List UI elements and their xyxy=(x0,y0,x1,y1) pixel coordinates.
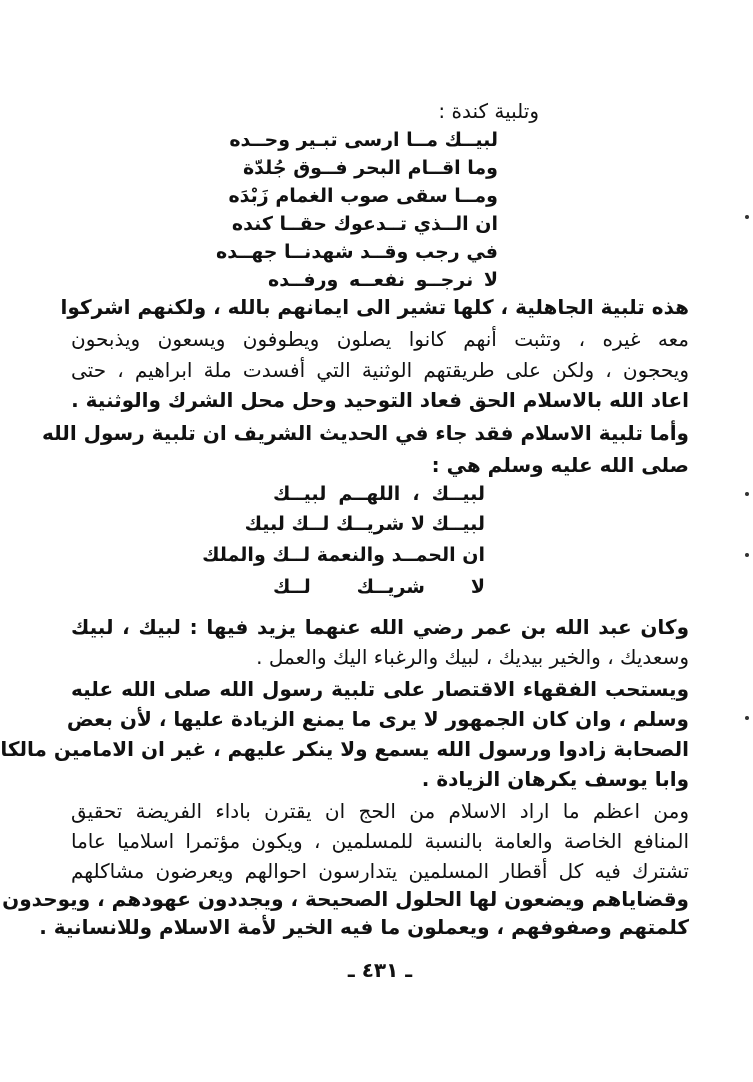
intro-heading: وتلبية كندة : xyxy=(438,99,539,123)
text-line: وسلم ، وان كان الجمهور لا يرى ما يمنع الزيادة عليها ، لأن بعض xyxy=(66,707,689,731)
text-line: وابا يوسف يكرهان الزيادة . xyxy=(421,767,689,791)
verse-line: لا نرجــو نفعــه ورفــده xyxy=(268,269,498,291)
text-line: ومن اعظم ما اراد الاسلام من الحج ان يقترن باداء الفريضة تحقيق xyxy=(71,799,689,823)
text-line: وأما تلبية الاسلام فقد جاء في الحديث الشريف ان تلبية رسول الله xyxy=(42,421,689,445)
text-line: وسعديك ، والخير بيديك ، لبيك والرغباء اليك والعمل . xyxy=(256,645,689,669)
verse-line: وما اقــام البحر فــوق جُلدّة xyxy=(242,157,498,179)
verse-line: لبيــك مــا ارسى تبـير وحــده xyxy=(229,129,498,151)
text-line: هذه تلبية الجاهلية ، كلها تشير الى ايمانهم بالله ، ولكنهم اشركوا xyxy=(60,295,689,319)
verse-line: ومــا سقى صوب الغمام زَبْدَه xyxy=(228,185,498,207)
text-line: كلمتهم وصفوفهم ، ويعملون ما فيه الخير لأمة الاسلام وللانسانية . xyxy=(39,915,689,939)
text-line: المنافع الخاصة والعامة بالنسبة للمسلمين ، ويكون مؤتمرا اسلاميا عاما xyxy=(71,829,689,853)
text-line: الصحابة زادوا ورسول الله يسمع ولا ينكر عليهم ، غير ان الامامين مالكا xyxy=(0,737,689,761)
verse-line: لبيــك لا شريــك لــك لبيك xyxy=(244,513,485,535)
scan-mark xyxy=(745,492,749,496)
text-line: تشترك فيه كل أقطار المسلمين يتدارسون احوالهم ويعرضون مشاكلهم xyxy=(71,859,689,883)
text-line: ويستحب الفقهاء الاقتصار على تلبية رسول الله صلى الله عليه xyxy=(71,677,689,701)
scan-mark xyxy=(745,716,749,720)
text-line: معه غيره ، وتثبت أنهم كانوا يصلون ويطوفون ويسعون ويذبحون xyxy=(71,327,689,351)
text-line: وقضاياهم ويضعون لها الحلول الصحيحة ، ويجددون عهودهم ، ويوحدون xyxy=(2,887,689,911)
text-line: وكان عبد الله بن عمر رضي الله عنهما يزيد فيها : لبيك ، لبيك xyxy=(71,615,689,639)
scan-mark xyxy=(745,215,749,219)
text-line: صلى الله عليه وسلم هي : xyxy=(431,453,689,477)
scan-mark xyxy=(745,553,749,557)
verse-line: لا شريــك لــك xyxy=(273,576,485,598)
verse-line: لبيــك ، اللهــم لبيــك xyxy=(273,483,485,505)
text-line: ويحجون ، ولكن على طريقتهم الوثنية التي أفسدت ملة ابراهيم ، حتى xyxy=(71,358,689,382)
text-line: اعاد الله بالاسلام الحق فعاد التوحيد وحل محل الشرك والوثنية . xyxy=(71,388,689,412)
verse-line: ان الحمــد والنعمة لــك والملك xyxy=(202,544,485,566)
verse-line: في رجب وقــد شهدنــا جهــده xyxy=(216,241,498,263)
page-number: ـ ٤٣١ ـ xyxy=(347,958,413,982)
verse-line: ان الــذي تــدعوك حقــا كنده xyxy=(231,213,498,235)
